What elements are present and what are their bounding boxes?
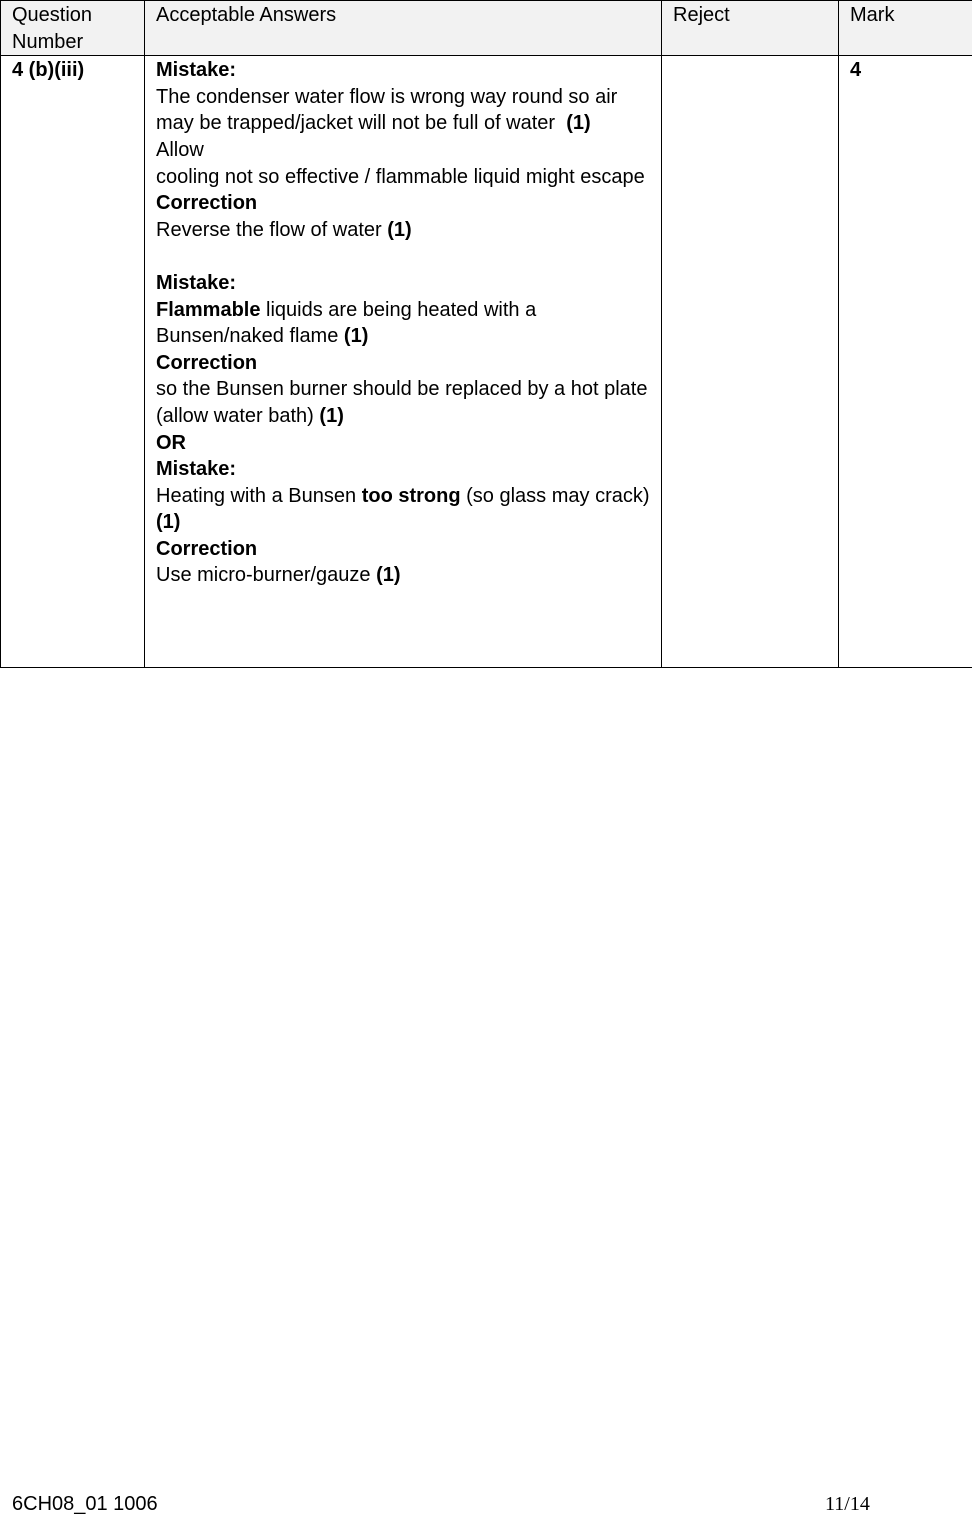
header-mark: Mark — [839, 1, 972, 56]
correction-1-text: Reverse the flow of water — [156, 218, 382, 241]
question-number: 4 (b)(iii) — [12, 59, 85, 82]
mistake-1-label: Mistake: — [156, 59, 237, 82]
header-acceptable-answers: Acceptable Answers — [145, 1, 662, 56]
or-label: OR — [156, 431, 186, 454]
mistake-3-bold: too strong — [361, 484, 461, 507]
mistake-3-mark: (1) — [156, 511, 181, 534]
header-question-number: Question Number — [1, 1, 145, 56]
mistake-2-bold: Flammable — [156, 298, 261, 321]
mark-value: 4 — [850, 59, 862, 82]
correction-3-mark: (1) — [376, 564, 401, 587]
page-number: 11/14 — [825, 1493, 870, 1515]
correction-2-text: so the Bunsen burner should be replaced by a hot plate (allow water bath) — [156, 378, 648, 427]
correction-2-label: Correction — [156, 351, 258, 374]
correction-1-mark: (1) — [387, 218, 412, 241]
mark-cell — [839, 56, 972, 668]
question-number-cell — [1, 56, 145, 668]
correction-3-label: Correction — [156, 537, 258, 560]
reject-cell — [662, 56, 839, 668]
mistake-3-pre: Heating with a Bunsen — [156, 484, 357, 507]
mistake-1-text: The condenser water flow is wrong way round so air may be trapped/jacket will not be full of water — [156, 85, 618, 135]
spacer — [156, 243, 650, 270]
mark-scheme-table — [0, 0, 972, 668]
table-header-row — [1, 1, 972, 56]
header-reject: Reject — [662, 1, 839, 56]
correction-2-mark: (1) — [319, 404, 344, 427]
mistake-2-label: Mistake: — [156, 271, 237, 294]
allow-text: cooling not so effective / flammable liquid might escape — [156, 165, 645, 188]
paper-code: 6CH08_01 1006 — [12, 1493, 158, 1515]
mistake-1-mark: (1) — [566, 112, 591, 135]
mistake-2-text: liquids are being heated with a Bunsen/naked flame — [156, 298, 537, 348]
correction-1-label: Correction — [156, 192, 258, 215]
allow-label: Allow — [156, 138, 204, 161]
correction-3-text: Use micro-burner/gauze — [156, 564, 371, 587]
mistake-3-post: (so glass may crack) — [466, 484, 650, 507]
table-row — [1, 56, 972, 668]
mistake-3-label: Mistake: — [156, 458, 237, 481]
mistake-2-mark: (1) — [343, 325, 369, 348]
acceptable-answers-cell — [145, 56, 662, 668]
